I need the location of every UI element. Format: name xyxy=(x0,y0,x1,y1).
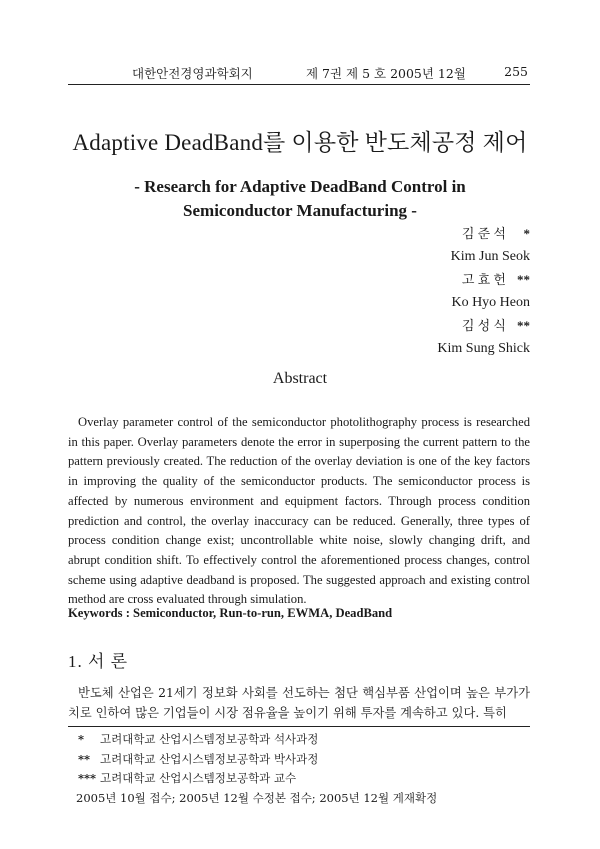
author-3-mark: ** xyxy=(517,318,530,333)
section-heading: 1. 서 론 xyxy=(68,652,129,671)
issue-info: 제 7권 제 5 호 2005년 12월 xyxy=(306,66,466,81)
footnote-2: ** 고려대학교 산업시스템정보공학과 박사과정 xyxy=(78,751,319,766)
author-2-mark: ** xyxy=(517,272,530,287)
author-block xyxy=(437,222,530,360)
author-1-mark: * xyxy=(523,226,530,241)
intro-paragraph: 반도체 산업은 21세기 정보화 사회를 선도하는 첨단 핵심부품 산업이며 높은 부가가치로 인하여 많은 기업들이 시장 점유율을 높이기 위해 투자를 계속하고 있다. 특히 xyxy=(68,686,530,720)
running-header xyxy=(68,62,530,85)
footnotes xyxy=(78,730,437,808)
english-subtitle-line-2: Semiconductor Manufacturing - xyxy=(183,201,417,220)
footnote-divider xyxy=(68,726,530,727)
english-subtitle-line-1: - Research for Adaptive DeadBand Control in xyxy=(134,177,466,196)
author-2-english: Ko Hyo Heon xyxy=(451,295,530,310)
abstract-heading: Abstract xyxy=(272,370,328,387)
keywords: Keywords : Semiconductor, Run-to-run, EWMA, DeadBand xyxy=(68,606,393,620)
author-3-korean: 김 성 식 ** xyxy=(437,314,530,337)
author-1-korean: 김 준 석 * xyxy=(437,222,530,245)
author-1-english: Kim Jun Seok xyxy=(450,249,530,264)
author-3-english: Kim Sung Shick xyxy=(437,341,530,356)
footnote-1: * 고려대학교 산업시스템정보공학과 석사과정 xyxy=(78,732,319,746)
abstract-text: Overlay parameter control of the semiconductor photolithography process is researched in this paper. Overlay parameters denote the error in superposing the current pattern to the pattern previously created. The reduction of the overlay deviation is one of the key factors in improving the quality of the semiconductor products. The semiconductor process is affected by numerous environment and equipment factors. Through process condition prediction and control, the overlay inaccuracy can be reduced. Generally, three types of process condition change exist; uncontrollable white noise, slowly changing drift, and abrupt condition shift. To effectively control the aforementioned process changes, control scheme using adaptive deadband is proposed. The suggested approach and existing control method are cross evaluated through simulation. xyxy=(68,415,530,607)
submission-dates: 2005년 10월 접수; 2005년 12월 수정본 접수; 2005년 12월 게재확정 xyxy=(76,790,438,805)
footnote-3: *** 고려대학교 산업시스템정보공학과 교수 xyxy=(78,771,297,785)
page-number: 255 xyxy=(504,64,528,79)
paper-title: Adaptive DeadBand를 이용한 반도체공정 제어 xyxy=(72,130,528,155)
author-2-korean: 고 효 헌 ** xyxy=(437,268,530,291)
journal-name: 대한안전경영과학회지 xyxy=(132,66,253,81)
